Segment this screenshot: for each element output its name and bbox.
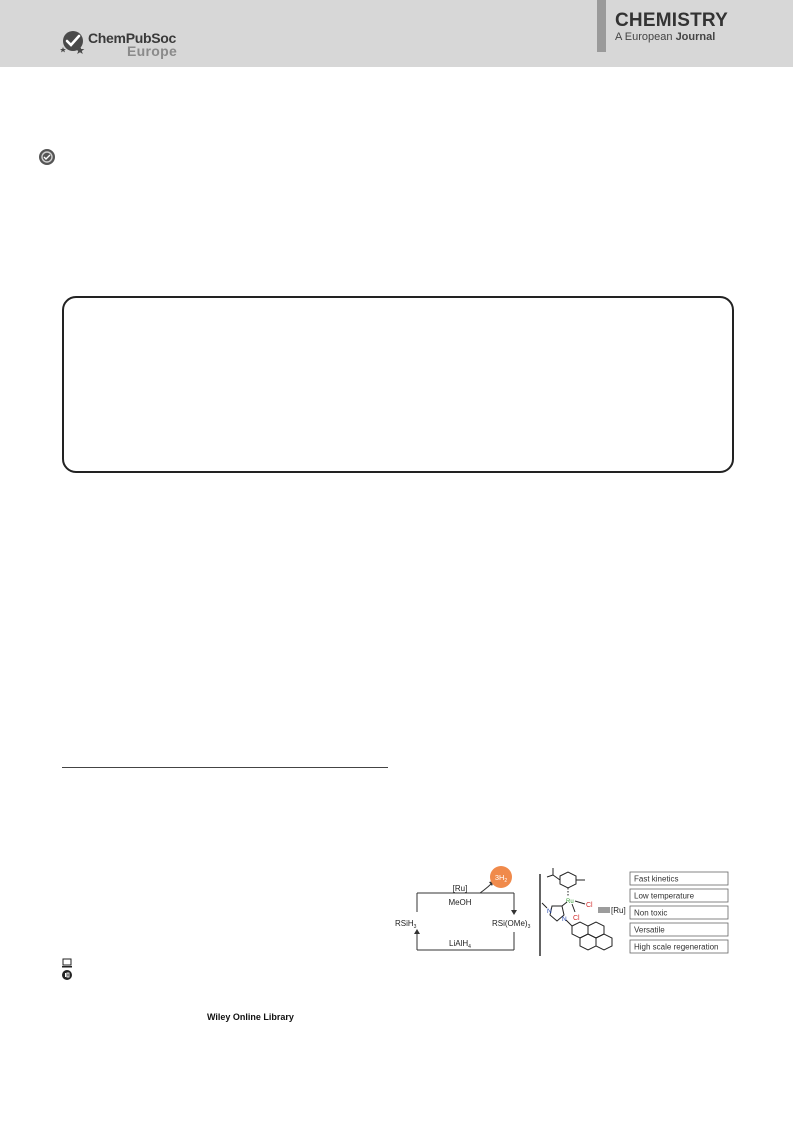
journal-accent-bar [597, 0, 606, 52]
cycle-right-arrowhead [511, 910, 517, 915]
supporting-info-icon[interactable] [62, 958, 72, 968]
abstract-box [62, 296, 734, 473]
ru-equivalence-label: [Ru] [611, 906, 626, 915]
footnote-separator [62, 767, 388, 768]
nitrogen-atom-2: N [562, 916, 567, 923]
feature-label-3: Non toxic [634, 908, 668, 918]
journal-title: CHEMISTRY [615, 10, 728, 31]
reactant-label: RSiH$_3$ [395, 919, 417, 930]
chlorine-atom-1: Cl [586, 902, 593, 909]
hydrogen-text: $3H_2$ [494, 873, 508, 884]
journal-subtitle-prefix: A European [615, 31, 673, 43]
product-label: $RSi(OMe)_3$ [492, 919, 531, 930]
journal-subtitle [615, 31, 715, 43]
chempubsoc-logo [60, 26, 190, 62]
feature-label-1: Fast kinetics [634, 874, 679, 884]
publisher-region: Europe [127, 43, 178, 59]
regeneration-label: LiAlH$_4$ [449, 939, 471, 950]
journal-header [0, 0, 793, 67]
star-emblem-icon [60, 28, 86, 54]
feature-label-2: Low temperature [634, 891, 695, 901]
chlorine-atom-2: Cl [573, 915, 580, 922]
feature-label-4: Versatile [634, 925, 665, 935]
wiley-online-library[interactable]: Wiley Online Library [207, 1012, 294, 1022]
feature-list [630, 872, 728, 953]
publisher-name: ChemPubSoc [88, 30, 177, 46]
orcid-icon[interactable] [62, 970, 72, 980]
solvent-label: MeOH [448, 898, 472, 907]
nitrogen-atom-1: N [547, 908, 552, 915]
journal-subtitle-suffix: Journal [675, 31, 716, 43]
regeneration-cycle [395, 866, 531, 950]
article-badge-icon[interactable] [38, 148, 56, 166]
feature-label-5: High scale regeneration [634, 942, 719, 952]
ruthenium-catalyst-structure [542, 868, 626, 950]
ruthenium-atom: Ru [566, 899, 574, 905]
catalyst-label: [Ru] [452, 884, 468, 893]
toc-graphic [392, 860, 734, 962]
h2-release-arrow [480, 884, 491, 893]
